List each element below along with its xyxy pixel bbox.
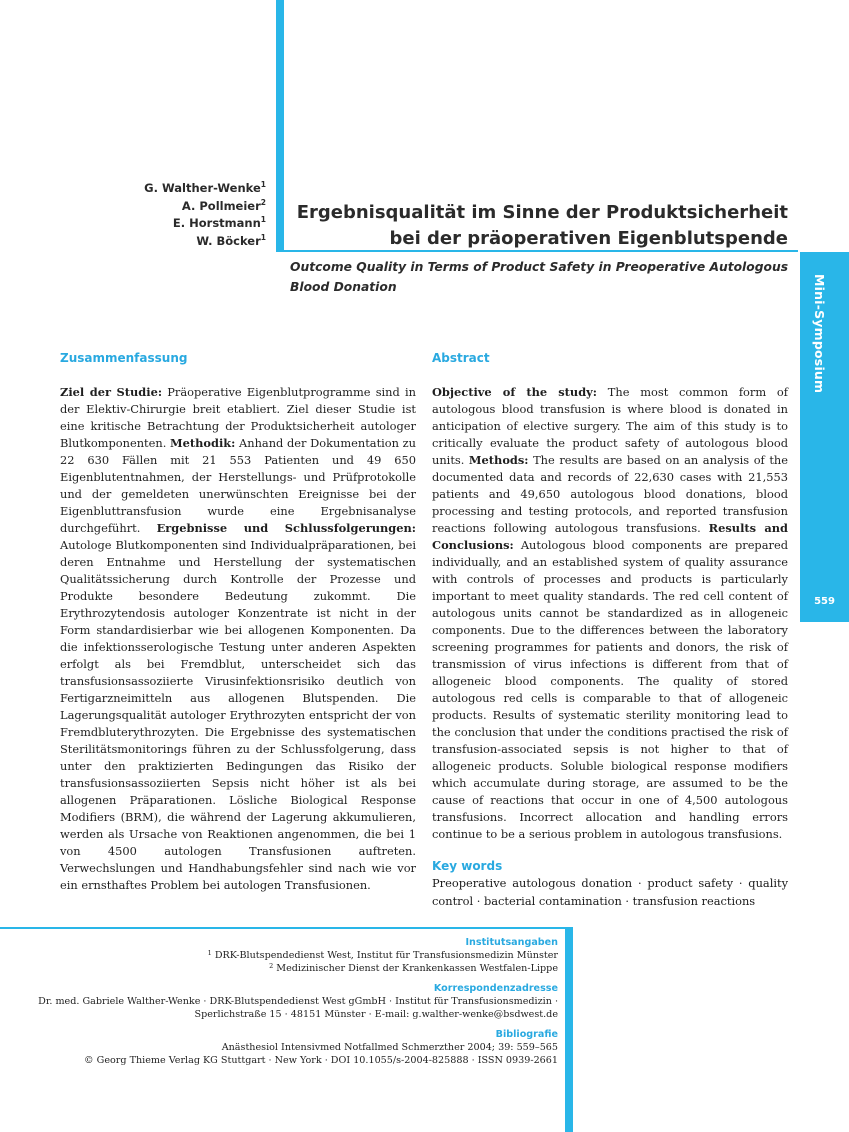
institute-line: $^1$ DRK-Blutspendedienst West, Institut für Transfusionsmedizin Münster (207, 949, 558, 961)
author-list (144, 180, 266, 250)
header-accent-bar (276, 0, 284, 252)
institute-block (18, 936, 558, 975)
section-side-tab (800, 252, 849, 622)
bibliography-line: © Georg Thieme Verlag KG Stuttgart · New York · DOI 10.1055/s-2004-825888 · ISSN 0939-2661 (84, 1055, 558, 1066)
correspondence-block (18, 982, 558, 1021)
correspondence-line: Sperlichstraße 15 · 48151 Münster · E-mail: g.walther-wenke@bsdwest.de (194, 1009, 558, 1020)
section-label: Mini-Symposium (812, 274, 827, 394)
zusammenfassung-heading: Zusammenfassung (60, 351, 188, 365)
abstract-heading: Abstract (432, 351, 490, 365)
zusammenfassung-column (60, 350, 416, 894)
article-title (288, 200, 788, 252)
keywords-text: Preoperative autologous donation · product safety · quality control · bacterial contamination · transfusion reactions (432, 876, 788, 908)
abstract-body: Objective of the study: The most common form of autologous blood transfusion is where blood is donated in anticipation of elective surgery. The aim of this study is to critically evaluate the product safety of autologous blood units. Methods: The results are based on an analysis of the documented data and records of 22,630 cases with 21,553 patients and 49,650 autologous blood donations, blood processing and testing protocols, and reported transfusion reactions following autologous transfusions. Results and Conclusions: Autologous blood components are prepared individually, and an established system of quality assurance with controls of processes and products is particularly important to meet quality standards. The red cell content of autologous units cannot be standardized as in allogeneic components. Due to the differences between the laboratory screening programmes for patients and donors, the risk of transmission of virus infections is different from that of allogeneic blood components. The quality of stored autologous red cells is comparable to that of allogeneic products. Results of systematic sterility monitoring lead to the conclusion that under the conditions practised the risk of transfusion-associated sepsis is not higher to that of allogeneic products. Soluble biological response modifiers which accumulate during storage, are assumed to be the cause of reactions that occur in one of 4,500 autologous transfusions. Incorrect allocation and handling errors continue to be a serious problem in autologous transfusions. (432, 385, 788, 841)
footer-rule (0, 927, 573, 929)
institute-heading: Institutsangaben (465, 937, 558, 948)
bibliography-block (18, 1028, 558, 1067)
institute-line: $^2$ Medizinischer Dienst der Krankenkassen Westfalen-Lippe (269, 962, 558, 974)
subtitle-line: Blood Donation (290, 280, 397, 294)
title-line: bei der präoperativen Eigenblutspende (389, 228, 788, 249)
abstract-column (432, 350, 788, 910)
correspondence-heading: Korrespondenzadresse (433, 983, 558, 994)
bibliography-line: Anästhesiol Intensivmed Notfallmed Schmerzther 2004; 39: 559–565 (221, 1042, 558, 1053)
page-number: 559 (814, 596, 835, 607)
title-line: Ergebnisqualität im Sinne der Produktsicherheit (296, 202, 788, 223)
article-subtitle (290, 257, 790, 297)
author: W. Böcker$^1$ (196, 232, 266, 248)
zusammenfassung-body: Ziel der Studie: Präoperative Eigenblutprogramme sind in der Elektiv-Chirurgie breit etabliert. Ziel dieser Studie ist eine kritische Betrachtung der Produktsicherheit autologer Blutkomponenten. Methodik: Anhand der Dokumentation zu 22 630 Fällen mit 21 553 Patienten und 49 650 Eigenblutentnahmen, der Herstellungs- und Prüfprotokolle und der gemeldeten unerwünschten Ereignisse bei der Eigenbluttransfusion wurde eine Ergebnisanalyse durchgeführt. Ergebnisse und Schlussfolgerungen: Autologe Blutkomponenten sind Individualpräparationen, bei deren Entnahme und Herstellung der systematischen Qualitätssicherung durch Kontrolle der Prozesse und Produkte besondere Bedeutung zukommt. Die Erythrozytendosis autologer Konzentrate ist nicht in der Form standardisierbar wie bei allogenen Komponenten. Da die infektionsserologische Testung unter anderen Aspekten erfolgt als bei Fremdblut, unterscheidet sich das transfusionsassoziierte Virusinfektionsrisiko deutlich von Fertigarzneimitteln aus allogenen Blutspenden. Die Lagerungsqualität autologer Erythrozyten entspricht der von Fremdbluterythrozyten. Die Ergebnisse des systematischen Sterilitätsmonitorings führen zu der Schlussfolgerung, dass unter den praktizierten Bedingungen das Risiko der transfusionsassoziierten Sepsis nicht höher ist als bei allogenen Präparationen. Lösliche Biological Response Modifiers (BRM), die während der Lagerung akkumulieren, werden als Ursache von Reaktionen angenommen, die bei 1 von 4500 autologen Transfusionen auftreten. Verwechslungen und Handhabungsfehler sind nach wie vor ein ernsthaftes Problem bei autologen Transfusionen. (60, 385, 416, 892)
footer-accent-bar (565, 927, 573, 1132)
subtitle-line: Outcome Quality in Terms of Product Safety in Preoperative Autologous (290, 260, 789, 274)
correspondence-line: Dr. med. Gabriele Walther-Wenke · DRK-Blutspendedienst West gGmbH · Institut für Transfusionsmedizin · (38, 996, 558, 1007)
article-footer (18, 936, 558, 1074)
author: A. Pollmeier$^2$ (181, 197, 266, 213)
keywords-heading: Key words (432, 859, 503, 873)
author: E. Horstmann$^1$ (172, 215, 266, 230)
bibliography-heading: Bibliografie (495, 1029, 558, 1040)
author: G. Walther-Wenke$^1$ (144, 180, 266, 195)
